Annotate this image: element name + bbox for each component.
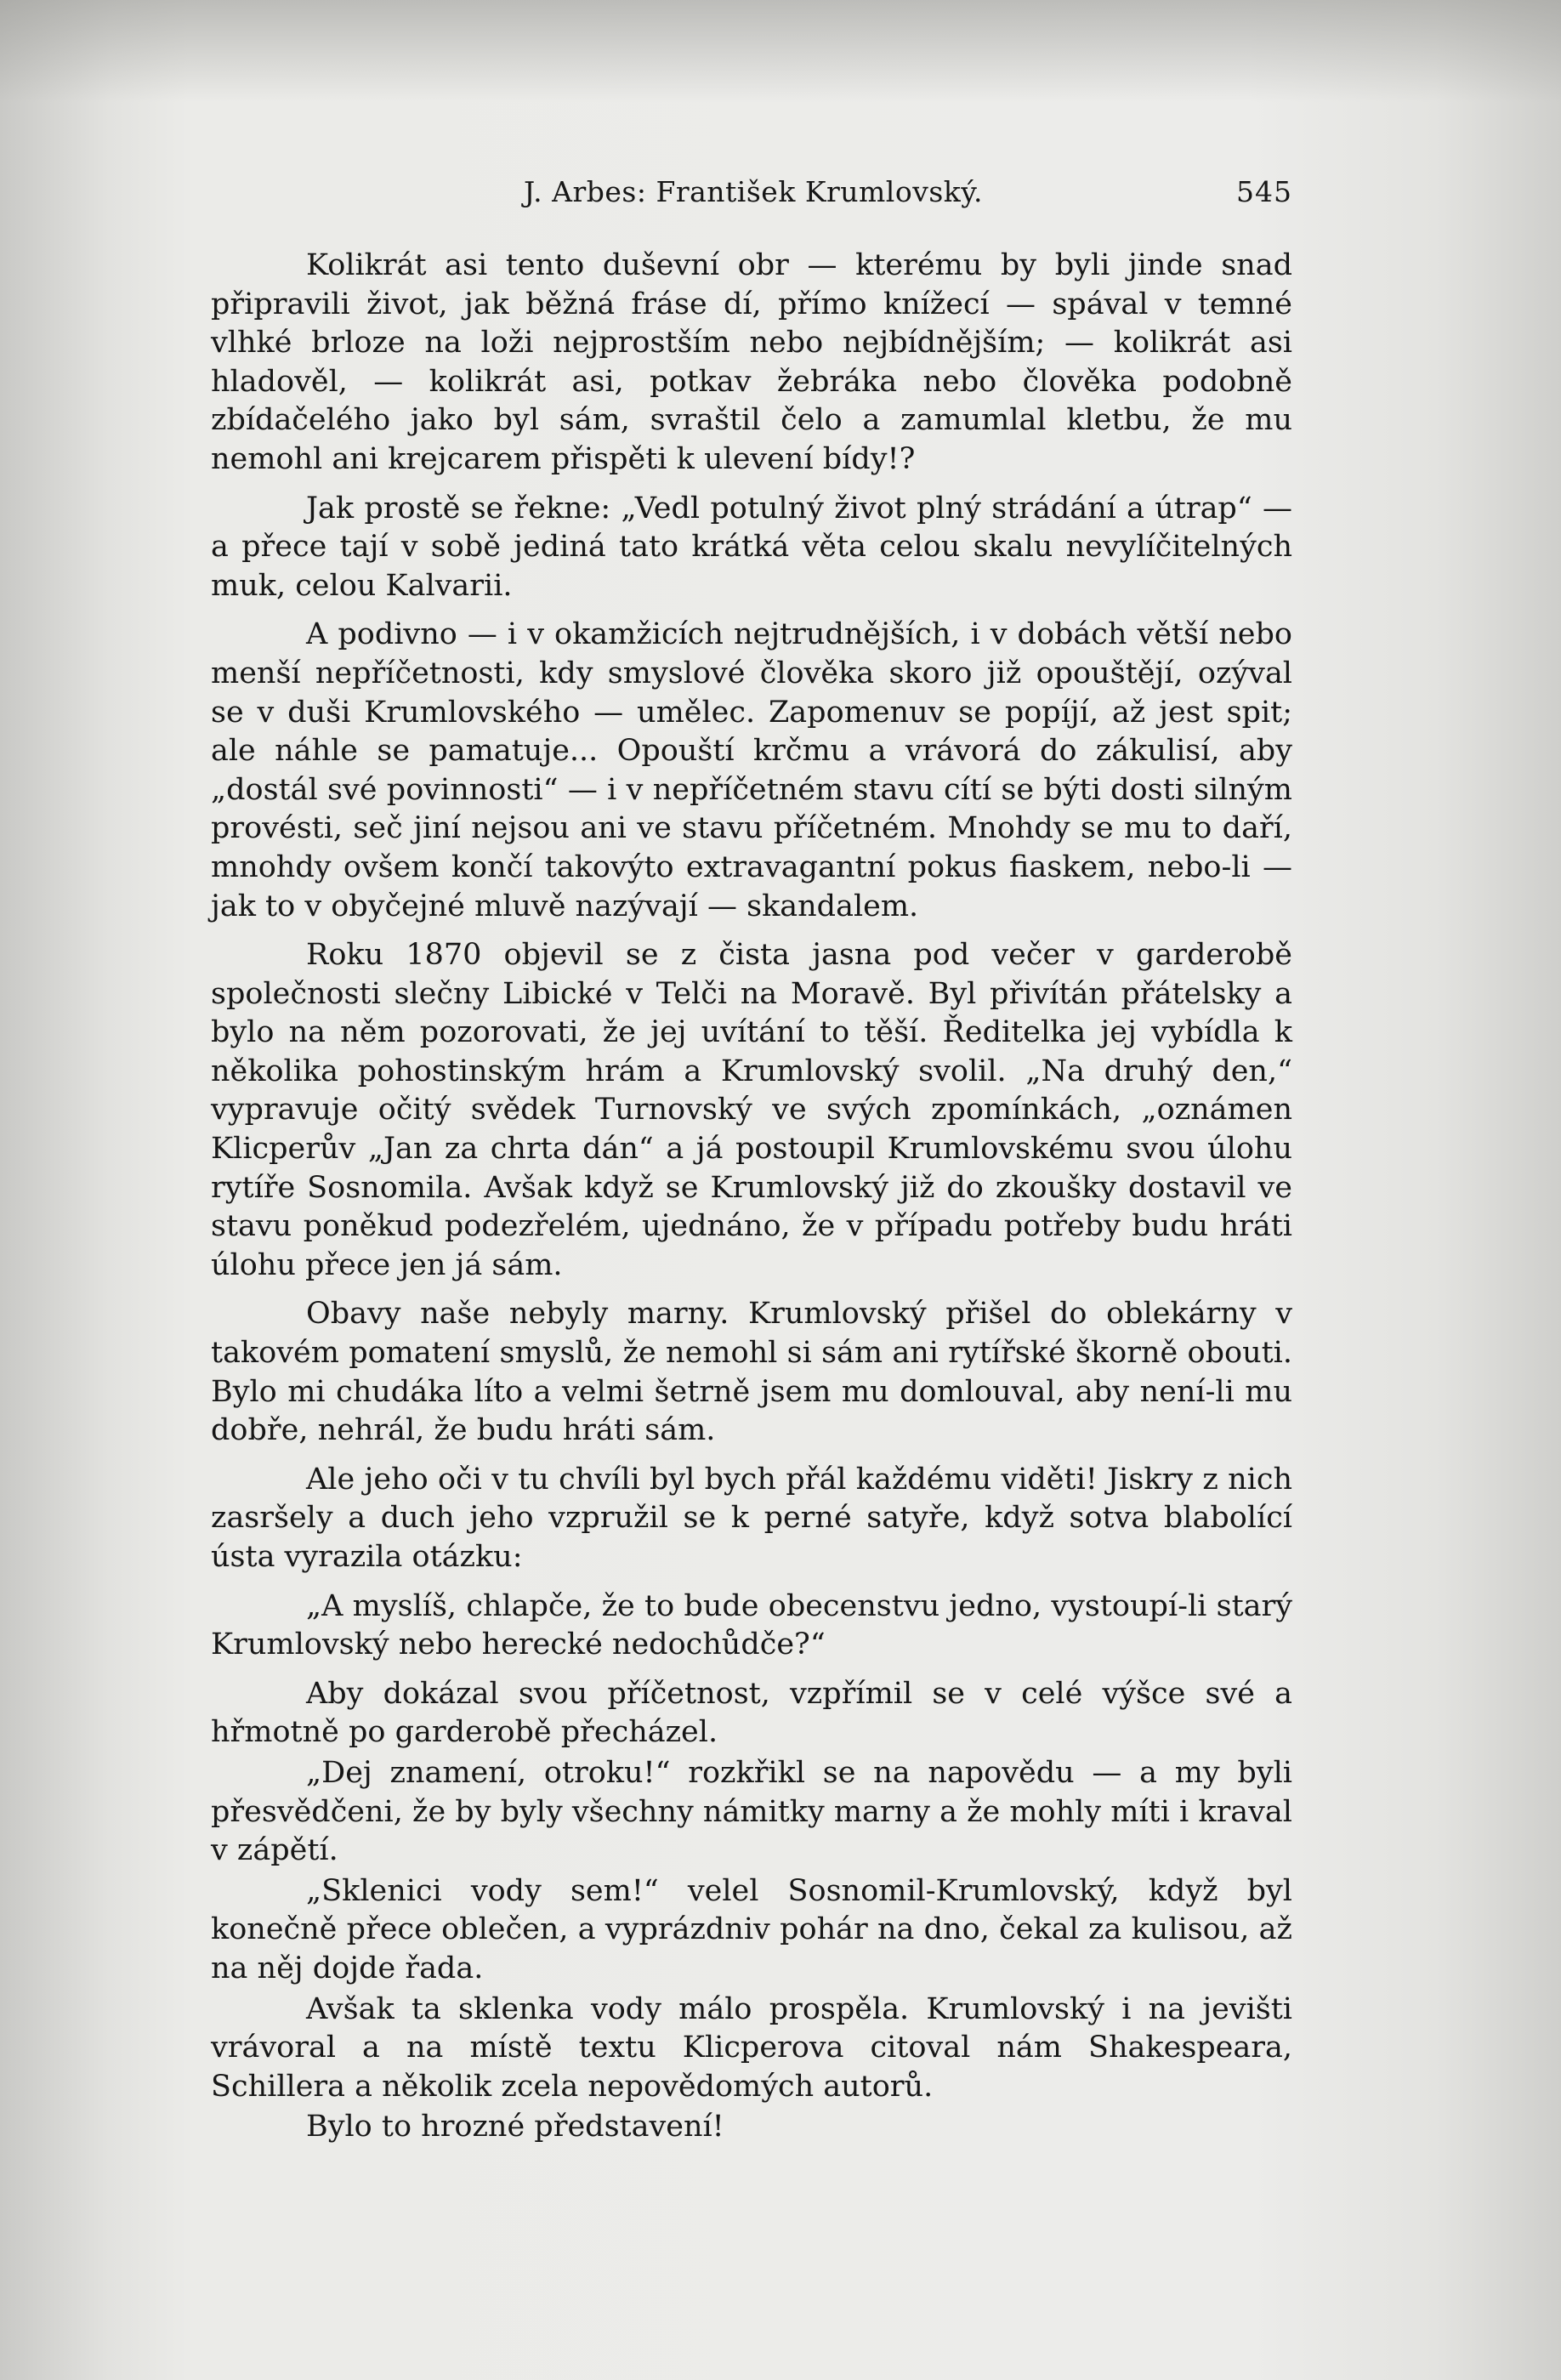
paragraph: „Sklenici vody sem!“ velel Sosnomil-Krumlovský, když byl konečně přece oblečen, a vyprázdniv pohár na dno, čekal za kulisou, až na něj dojde řada. bbox=[211, 1873, 1292, 1985]
paragraph: Avšak ta sklenka vody málo prospěla. Krumlovský i na jevišti vrávoral a na místě textu Klicperova citoval nám Shakespeara, Schillera a několik zcela nepovědomých autorů. bbox=[211, 1991, 1292, 2104]
paragraph: „Dej znamení, otroku!“ rozkřikl se na napovědu — a my byli přesvědčeni, že by byly všechny námitky marny a že mohly míti i kraval v zápětí. bbox=[211, 1755, 1292, 1868]
paragraph: A podivno — i v okamžicích nejtrudnějších, i v dobách větší nebo menší nepříčetnosti, kdy smyslové člověka skoro již opouštějí, ozýval se v duši Krumlovského — umělec. Zapomenuv se popíjí, až jest spit; ale náhle se pamatuje... Opouští krčmu a vrávorá do zákulisí, aby „dostál své povinnosti“ — i v nepříčetném stavu cítí se býti dosti silným provésti, seč jiní nejsou ani ve stavu příčetném. Mnohdy se mu to daří, mnohdy ovšem končí takovýto extravagantní pokus fiaskem, nebo-li — jak to v obyčejné mluvě nazývají — skandalem. bbox=[211, 617, 1292, 923]
paragraph: „A myslíš, chlapče, že to bude obecenstvu jedno, vystoupí-li starý Krumlovský nebo herecké nedochůdče?“ bbox=[211, 1588, 1292, 1662]
running-head-title: J. Arbes: František Krumlovský. bbox=[524, 175, 984, 208]
paragraph: Obavy naše nebyly marny. Krumlovský přišel do oblekárny v takovém pomatení smyslů, že nemohl si sám ani rytířské škorně obouti. Bylo mi chudáka líto a velmi šetrně jsem mu domlouval, aby není-li mu dobře, nehrál, že budu hráti sám. bbox=[211, 1297, 1292, 1448]
book-page bbox=[211, 145, 1292, 2149]
paragraph: Kolikrát asi tento duševní obr — kterému by byli jinde snad připravili život, jak běžná fráse dí, přímo knížecí — spával v temné vlhké brloze na loži nejprostším nebo nejbídnějším; — kolikrát asi hladověl, — kolikrát asi, potkav žebráka nebo člověka podobně zbídačelého jako byl sám, svraštil čelo a zamumlal kletbu, že mu nemohl ani krejcarem přispěti k ulevení bídy!? bbox=[211, 248, 1292, 476]
paragraph: Bylo to hrozné představení! bbox=[306, 2110, 724, 2144]
running-head bbox=[211, 145, 1292, 208]
page-number: 545 bbox=[1236, 175, 1292, 208]
paragraph: Aby dokázal svou příčetnost, vzpřímil se v celé výšce své a hřmotně po garderobě přecházel. bbox=[211, 1676, 1292, 1750]
paragraph: Roku 1870 objevil se z čista jasna pod večer v garderobě společnosti slečny Libické v Telči na Moravě. Byl přivítán přátelsky a bylo na něm pozorovati, že jej uvítání to těší. Ředitelka jej vybídla k několika pohostinským hrám a Krumlovský svolil. „Na druhý den,“ vypravuje očitý svědek Turnovský ve svých zpomínkách, „oznámen Klicperův „Jan za chrta dán“ a já postoupil Krumlovskému svou úlohu rytíře Sosnomila. Avšak když se Krumlovský již do zkoušky dostavil ve stavu poněkud podezřelém, ujednáno, že v případu potřeby budu hráti úlohu přece jen já sám. bbox=[211, 938, 1292, 1282]
body-text bbox=[211, 247, 1292, 2147]
paragraph: Ale jeho oči v tu chvíli byl bych přál každému viděti! Jiskry z nich zasršely a duch jeho vzpružil se k perné satyře, když sotva blabolící ústa vyrazila otázku: bbox=[211, 1462, 1292, 1574]
paragraph: Jak prostě se řekne: „Vedl potulný život plný strádání a útrap“ — a přece tají v sobě jediná tato krátká věta celou skalu nevylíčitelných muk, celou Kalvarii. bbox=[211, 491, 1292, 603]
